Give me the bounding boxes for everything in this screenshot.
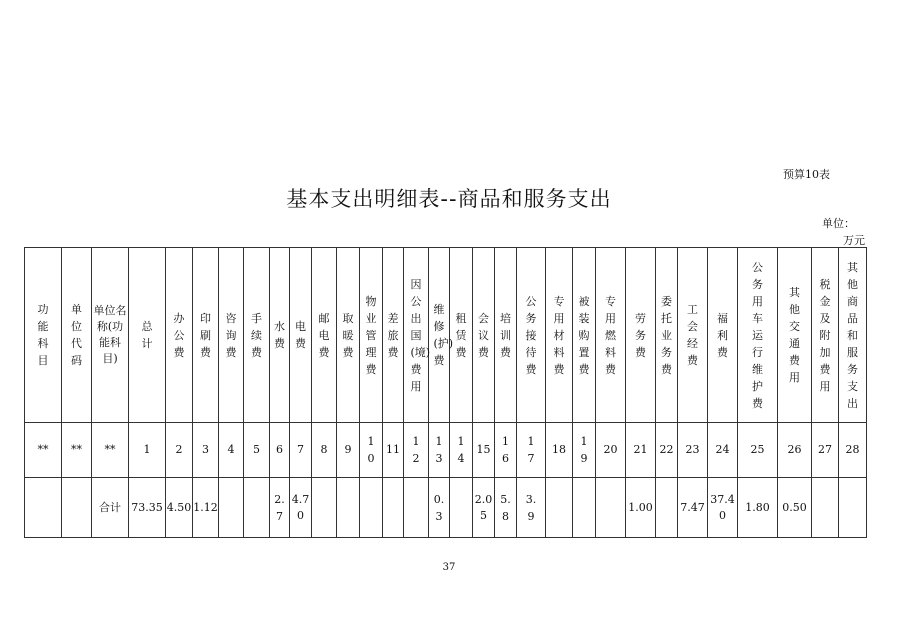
budget-table-number: 预算10表 <box>783 168 830 181</box>
index-cell <box>270 423 290 478</box>
total-cell <box>517 478 546 538</box>
header-cell <box>708 248 738 423</box>
header-text: 差旅费 <box>387 311 399 359</box>
total-text: 2.7 <box>274 492 285 523</box>
total-cell <box>360 478 383 538</box>
index-cell <box>678 423 708 478</box>
header-cell <box>626 248 656 423</box>
index-cell <box>25 423 62 478</box>
header-text: 办公费 <box>173 311 185 359</box>
header-cell <box>62 248 92 423</box>
total-cell <box>337 478 360 538</box>
header-text: 劳务费 <box>635 311 646 359</box>
total-text: 0.50 <box>782 500 807 514</box>
header-cell <box>429 248 454 423</box>
index-cell <box>517 423 546 478</box>
index-cell <box>219 423 244 478</box>
header-text: 总计 <box>141 320 153 350</box>
index-text: 21 <box>633 443 648 456</box>
header-text: 印刷费 <box>200 311 211 359</box>
header-text: 公务接待费 <box>525 294 537 376</box>
index-cell <box>596 423 626 478</box>
header-cell <box>546 248 573 423</box>
total-cell <box>92 478 129 538</box>
index-text: 15 <box>476 443 491 456</box>
index-cell <box>92 423 129 478</box>
index-cell <box>738 423 778 478</box>
header-cell <box>193 248 219 423</box>
total-text: 37.40 <box>710 492 735 522</box>
header-cell <box>383 248 404 423</box>
index-cell <box>573 423 596 478</box>
total-text: 7.47 <box>680 500 705 514</box>
header-cell <box>678 248 708 423</box>
total-cell <box>708 478 738 538</box>
index-text: 7 <box>297 443 304 456</box>
total-text: 5.8 <box>500 492 511 523</box>
header-text: 单位代码 <box>71 303 82 367</box>
index-text: 17 <box>527 435 535 465</box>
index-cell <box>450 423 473 478</box>
total-text: 73.35 <box>131 500 163 514</box>
header-cell <box>312 248 337 423</box>
index-cell <box>129 423 166 478</box>
index-cell <box>193 423 219 478</box>
header-cell <box>517 248 546 423</box>
index-text: 26 <box>787 443 802 456</box>
header-text: 专用材料费 <box>553 294 565 376</box>
page-number: 37 <box>442 562 456 573</box>
total-cell <box>473 478 495 538</box>
total-cell <box>25 478 62 538</box>
index-text: 2 <box>175 443 183 456</box>
index-text: 19 <box>580 435 588 465</box>
header-cell <box>596 248 626 423</box>
index-cell <box>626 423 656 478</box>
total-cell <box>129 478 166 538</box>
index-cell <box>429 423 450 478</box>
index-text: 25 <box>750 443 765 456</box>
header-text: 培训费 <box>500 311 511 359</box>
index-cell <box>360 423 383 478</box>
header-cell <box>244 248 270 423</box>
header-cell <box>404 248 429 423</box>
index-cell <box>290 423 312 478</box>
index-cell <box>404 423 429 478</box>
index-cell <box>708 423 738 478</box>
total-cell <box>219 478 244 538</box>
header-cell <box>270 248 290 423</box>
header-text: 电费 <box>295 320 306 350</box>
index-text: 3 <box>202 443 209 456</box>
header-text: 会议费 <box>478 311 489 359</box>
index-text: 1 <box>143 443 151 456</box>
index-cell <box>62 423 92 478</box>
index-text: 16 <box>502 435 509 465</box>
header-text: 功能科目 <box>37 303 49 367</box>
header-cell <box>656 248 678 423</box>
total-cell <box>626 478 656 538</box>
header-text: 邮电费 <box>318 311 330 359</box>
index-cell <box>778 423 812 478</box>
header-cell <box>573 248 596 423</box>
index-cell <box>312 423 337 478</box>
header-text: 委托业务费 <box>661 294 672 376</box>
total-cell <box>450 478 473 538</box>
index-cell <box>495 423 517 478</box>
total-cell <box>290 478 312 538</box>
index-cell <box>337 423 360 478</box>
header-text: 因公出国(境)费用 <box>410 277 431 393</box>
total-cell <box>546 478 573 538</box>
index-text: ** <box>37 443 49 456</box>
header-cell <box>337 248 360 423</box>
header-cell <box>778 248 812 423</box>
total-cell <box>404 478 429 538</box>
total-text: 0.3 <box>433 492 445 523</box>
header-cell <box>129 248 166 423</box>
header-cell <box>839 248 867 423</box>
total-text: 2.05 <box>474 492 493 522</box>
index-text: 27 <box>818 443 832 456</box>
index-cell <box>839 423 867 478</box>
index-text: 8 <box>320 443 328 456</box>
total-cell <box>738 478 778 538</box>
header-text: 物业管理费 <box>365 294 377 376</box>
total-cell <box>166 478 193 538</box>
header-cell <box>812 248 839 423</box>
total-cell <box>312 478 337 538</box>
total-cell <box>383 478 404 538</box>
header-cell <box>473 248 495 423</box>
total-cell <box>812 478 839 538</box>
header-text: 咨询费 <box>225 311 237 359</box>
index-text: 13 <box>435 435 443 465</box>
header-cell <box>290 248 312 423</box>
index-text: 11 <box>386 443 400 456</box>
page-title: 基本支出明细表--商品和服务支出 <box>286 187 612 211</box>
total-cell <box>573 478 596 538</box>
total-text: 1.00 <box>628 500 653 514</box>
header-cell <box>495 248 517 423</box>
header-cell <box>450 248 473 423</box>
header-text: 税金及附加费用 <box>819 277 831 393</box>
index-cell <box>546 423 573 478</box>
index-text: 23 <box>685 443 700 456</box>
total-text: 1.12 <box>193 500 218 514</box>
header-text: 福利费 <box>717 311 728 359</box>
total-text: 1.80 <box>745 500 770 514</box>
header-text: 取暖费 <box>342 311 354 359</box>
index-text: 10 <box>367 435 375 465</box>
total-cell <box>839 478 867 538</box>
header-text: 被装购置费 <box>578 294 590 376</box>
header-cell <box>738 248 778 423</box>
total-cell <box>778 478 812 538</box>
header-text: 租赁费 <box>455 311 467 359</box>
header-text: 维修(护)费 <box>433 303 454 367</box>
index-cell <box>383 423 404 478</box>
index-text: 24 <box>715 443 730 456</box>
total-cell <box>495 478 517 538</box>
total-cell <box>596 478 626 538</box>
index-text: 12 <box>412 435 420 465</box>
header-text: 工会经费 <box>687 303 698 367</box>
header-text: 专用燃料费 <box>605 294 616 376</box>
index-cell <box>656 423 678 478</box>
index-text: 9 <box>344 443 352 456</box>
total-cell <box>656 478 678 538</box>
index-text: 18 <box>552 443 566 456</box>
header-text: 公务用车运行维护费 <box>752 260 763 410</box>
unit-label: 单位： <box>822 217 855 230</box>
total-cell <box>244 478 270 538</box>
total-cell <box>678 478 708 538</box>
unit-value: 万元 <box>843 234 865 247</box>
total-cell <box>270 478 290 538</box>
index-cell <box>166 423 193 478</box>
total-cell <box>62 478 92 538</box>
header-cell <box>25 248 62 423</box>
header-cell <box>219 248 244 423</box>
index-text: 14 <box>457 435 465 465</box>
header-text: 单位名称(功能科目) <box>93 304 127 365</box>
index-text: 4 <box>227 443 235 456</box>
header-text: 手续费 <box>251 311 262 359</box>
total-row <box>25 478 867 538</box>
total-text: 3.9 <box>525 492 537 523</box>
index-row <box>25 423 867 478</box>
index-cell <box>473 423 495 478</box>
header-cell <box>92 248 129 423</box>
index-cell <box>812 423 839 478</box>
index-text: ** <box>71 443 82 456</box>
total-text: 合计 <box>99 500 121 514</box>
header-row <box>25 248 867 423</box>
header-text: 水费 <box>274 320 285 350</box>
index-text: 22 <box>659 443 674 456</box>
total-cell <box>429 478 450 538</box>
index-text: 6 <box>276 443 283 456</box>
index-text: ** <box>104 443 116 456</box>
total-text: 4.50 <box>166 500 192 514</box>
index-cell <box>244 423 270 478</box>
expenditure-detail-table <box>24 247 867 538</box>
total-cell <box>193 478 219 538</box>
index-text: 28 <box>845 443 860 456</box>
header-cell <box>360 248 383 423</box>
header-cell <box>166 248 193 423</box>
total-text: 4.70 <box>291 492 310 522</box>
index-text: 5 <box>253 443 260 456</box>
header-text: 其他商品和服务支出 <box>847 260 858 410</box>
index-text: 20 <box>603 443 618 456</box>
header-text: 其他交通费用 <box>789 286 800 384</box>
